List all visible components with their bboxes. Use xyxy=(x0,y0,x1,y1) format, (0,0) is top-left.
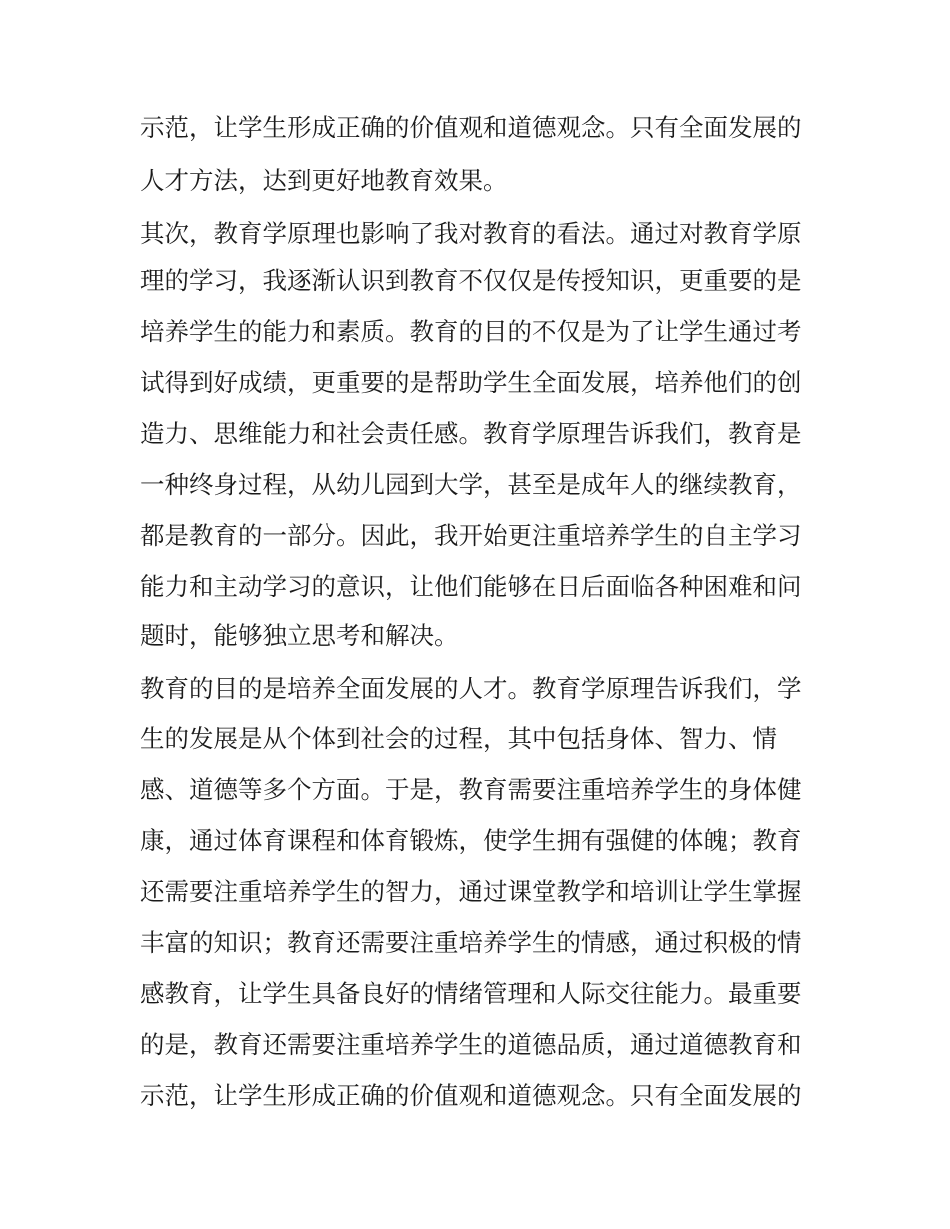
text-line: 造力、思维能力和社会责任感。教育学原理告诉我们，教育是 xyxy=(140,419,802,448)
text-line: 康，通过体育课程和体育锻炼，使学生拥有强健的体魄；教育 xyxy=(140,826,802,855)
text-line: 人才方法，达到更好地教育效果。 xyxy=(140,166,508,195)
text-line: 示范，让学生形成正确的价值观和道德观念。只有全面发展的 xyxy=(140,113,802,142)
text-line: 教育的目的是培养全面发展的人才。教育学原理告诉我们，学 xyxy=(140,674,802,703)
text-line: 培养学生的能力和素质。教育的目的不仅是为了让学生通过考 xyxy=(140,317,802,346)
text-line: 感教育，让学生具备良好的情绪管理和人际交往能力。最重要 xyxy=(140,979,802,1008)
text-line: 一种终身过程，从幼儿园到大学，甚至是成年人的继续教育， xyxy=(140,470,802,499)
text-line: 其次，教育学原理也影响了我对教育的看法。通过对教育学原 xyxy=(140,219,802,248)
text-line: 都是教育的一部分。因此，我开始更注重培养学生的自主学习 xyxy=(140,521,802,550)
text-line: 试得到好成绩，更重要的是帮助学生全面发展，培养他们的创 xyxy=(140,368,802,397)
text-line: 还需要注重培养学生的智力，通过课堂教学和培训让学生掌握 xyxy=(140,877,802,906)
text-line: 丰富的知识；教育还需要注重培养学生的情感，通过积极的情 xyxy=(140,928,802,957)
text-line: 感、道德等多个方面。于是，教育需要注重培养学生的身体健 xyxy=(140,775,802,804)
text-line: 示范，让学生形成正确的价值观和道德观念。只有全面发展的 xyxy=(140,1081,802,1110)
text-line: 生的发展是从个体到社会的过程，其中包括身体、智力、情 xyxy=(140,724,777,753)
text-line: 的是，教育还需要注重培养学生的道德品质，通过道德教育和 xyxy=(140,1030,802,1059)
text-line: 题时，能够独立思考和解决。 xyxy=(140,621,459,650)
text-line: 能力和主动学习的意识，让他们能够在日后面临各种困难和问 xyxy=(140,572,802,601)
text-line: 理的学习，我逐渐认识到教育不仅仅是传授知识，更重要的是 xyxy=(140,266,802,295)
